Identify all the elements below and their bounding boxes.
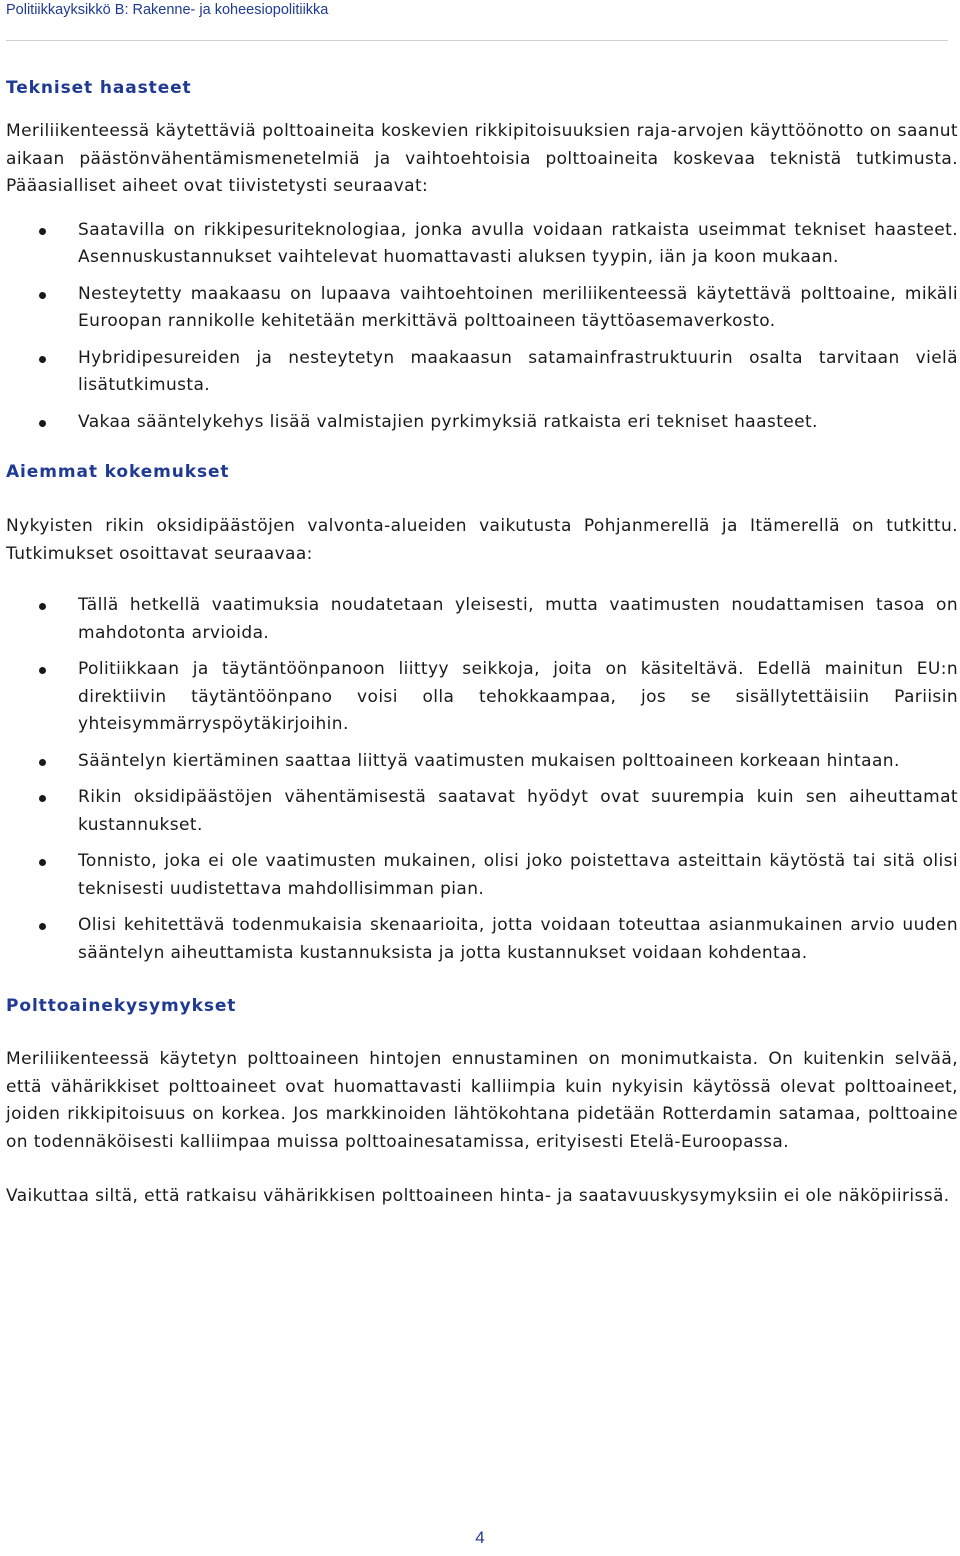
list-item <box>6 656 958 739</box>
bullet-icon <box>39 603 46 610</box>
section-heading-fuel-issues: Polttoainekysymykset <box>6 996 237 1016</box>
list-item <box>6 912 958 967</box>
list-item-text: Saatavilla on rikkipesuriteknologiaa, jonka avulla voidaan ratkaista useimmat tekniset haasteet. Asennuskustannukset vaihtelevat huomattavasti aluksen tyypin, iän ja koon mukaan. <box>78 219 958 267</box>
bullet-icon <box>39 356 46 363</box>
bullet-list-experience <box>6 592 958 967</box>
list-item-text: Rikin oksidipäästöjen vähentämisestä saatavat hyödyt ovat suurempia kuin sen aiheuttamat kustannukset. <box>78 787 958 835</box>
list-item <box>6 409 958 437</box>
list-item <box>6 592 958 647</box>
bullet-icon <box>39 923 46 930</box>
list-item-text: Nesteytetty maakaasu on lupaava vaihtoehtoinen meriliikenteessä käytettävä polttoaine, mikäli Euroopan rannikolle kehitetään merkittävä polttoaineen täyttöasemaverkosto. <box>78 283 958 331</box>
list-item <box>6 217 958 272</box>
page-number: 4 <box>475 1528 485 1547</box>
body-paragraph: Meriliikenteessä käytetyn polttoaineen hintojen ennustaminen on monimutkaista. On kuitenkin selvää, että vähärikkiset polttoaineet ovat huomattavasti kalliimpia kuin nykyisin käytössä olevat polttoaineet, joiden rikkipitoisuus on korkea. Jos markkinoiden lähtökohtana pidetään Rotterdamin satamaa, polttoaine on todennäköisesti kalliimpaa muissa polttoainesatamissa, erityisesti Etelä-Euroopassa. <box>6 1049 958 1152</box>
bullet-icon <box>39 795 46 802</box>
document-body <box>6 74 958 1211</box>
list-item <box>6 281 958 336</box>
list-item-text: Tällä hetkellä vaatimuksia noudatetaan yleisesti, mutta vaatimusten noudattamisen tasoa on mahdotonta arvioida. <box>78 595 958 643</box>
section-heading-technical-challenges: Tekniset haasteet <box>6 78 192 98</box>
bullet-icon <box>39 228 46 235</box>
bullet-icon <box>39 420 46 427</box>
bullet-icon <box>39 667 46 674</box>
list-item <box>6 784 958 839</box>
section-intro-paragraph: Nykyisten rikin oksidipäästöjen valvonta-alueiden vaikutusta Pohjanmerellä ja Itämerellä on tutkittu. Tutkimukset osoittavat seuraavaa: <box>6 516 958 564</box>
section-intro-paragraph: Meriliikenteessä käytettäviä polttoaineita koskevien rikkipitoisuuksien raja-arvojen käyttöönotto on saanut aikaan päästönvähentämismenetelmiä ja vaihtoehtoisia polttoaineita koskevaa teknistä tutkimusta. Pääasialliset aiheet ovat tiivistetysti seuraavat: <box>6 121 958 196</box>
bullet-icon <box>39 292 46 299</box>
list-item-text: Hybridipesureiden ja nesteytetyn maakaasun satamainfrastruktuurin osalta tarvitaan vielä lisätutkimusta. <box>78 347 958 395</box>
list-item-text: Sääntelyn kiertäminen saattaa liittyä vaatimusten mukaisen polttoaineen korkeaan hintaan. <box>78 750 900 771</box>
list-item-text: Politiikkaan ja täytäntöönpanoon liittyy seikkoja, joita on käsiteltävä. Edellä mainitun EU:n direktiivin täytäntöönpano voisi olla tehokkaampaa, jos se sisällytettäisiin Pariisin yhteisymmärryspöytäkirjoihin. <box>78 659 958 734</box>
list-item-text: Tonnisto, joka ei ole vaatimusten mukainen, olisi joko poistettava asteittain käytöstä tai sitä olisi teknisesti uudistettava mahdollisimman pian. <box>78 851 958 899</box>
bullet-icon <box>39 759 46 766</box>
list-item <box>6 345 958 400</box>
list-item-text: Olisi kehitettävä todenmukaisia skenaarioita, jotta voidaan toteuttaa asianmukainen arvio uuden sääntelyn aiheuttamista kustannuksista ja jotta kustannukset voidaan kohdentaa. <box>78 915 958 963</box>
header-divider <box>6 40 948 41</box>
bullet-list-technical <box>6 217 958 437</box>
body-paragraph: Vaikuttaa siltä, että ratkaisu vähärikkisen polttoaineen hinta- ja saatavuuskysymyksiin ei ole näköpiirissä. <box>6 1186 950 1206</box>
section-heading-previous-experience: Aiemmat kokemukset <box>6 462 230 482</box>
list-item <box>6 848 958 903</box>
list-item <box>6 748 958 776</box>
running-header: Politiikkayksikkö B: Rakenne- ja koheesiopolitiikka <box>6 2 329 18</box>
list-item-text: Vakaa sääntelykehys lisää valmistajien pyrkimyksiä ratkaista eri tekniset haasteet. <box>78 411 818 432</box>
bullet-icon <box>39 859 46 866</box>
